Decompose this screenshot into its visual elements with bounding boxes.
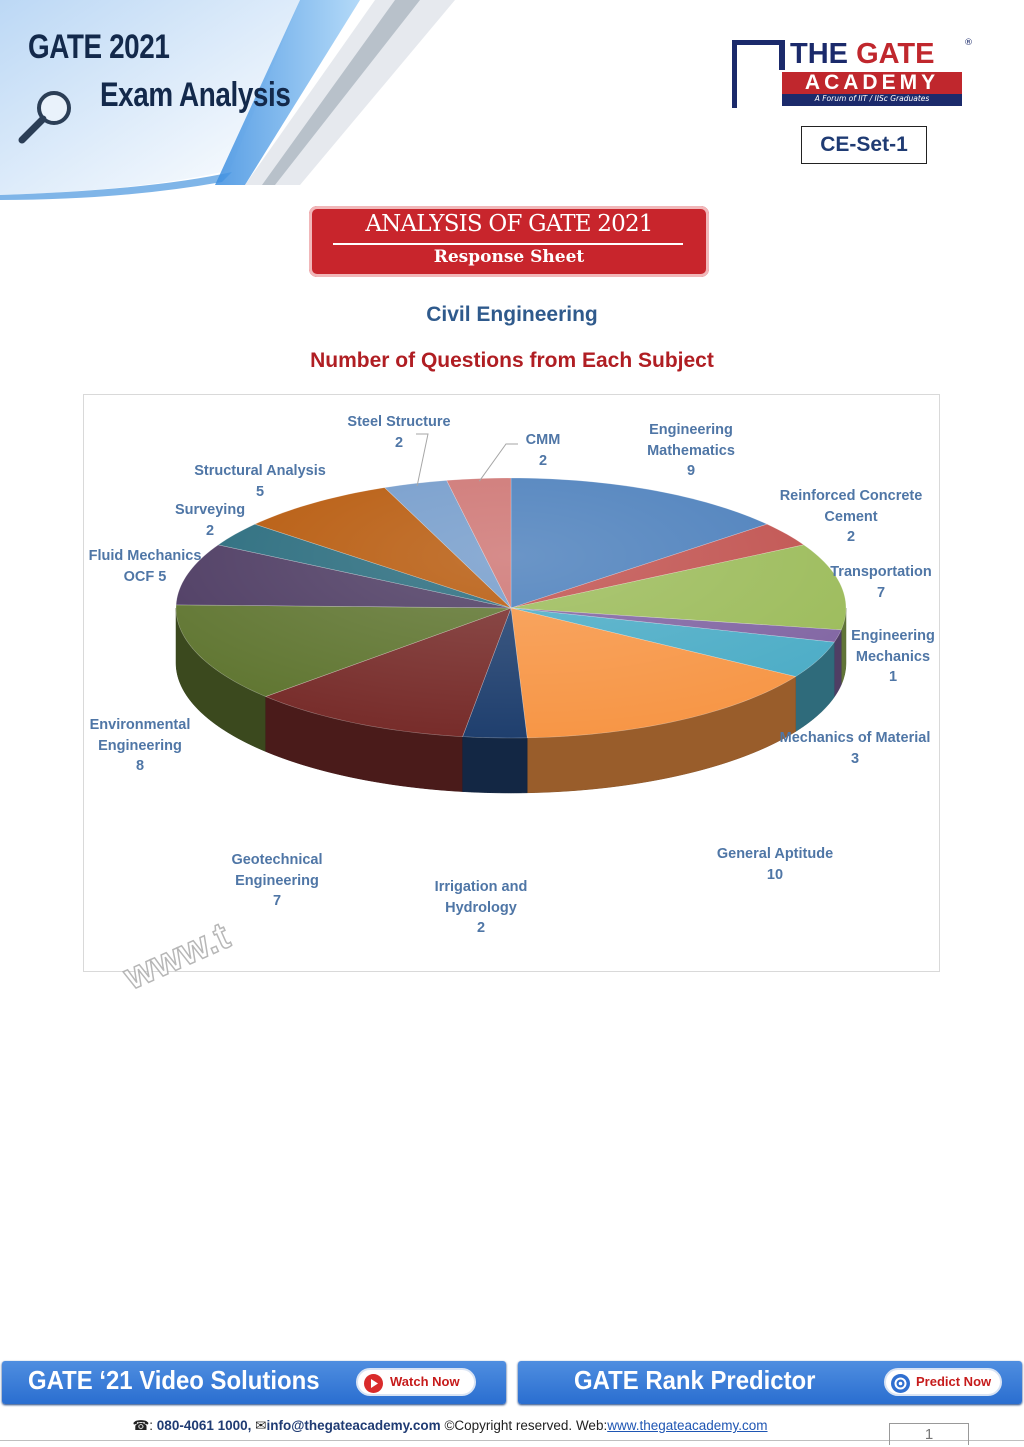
data-label-line: Engineering [235,872,319,889]
watch-now-label: Watch Now [390,1374,460,1389]
data-label-line: Geotechnical [231,852,323,868]
pie-slice-side-irrigation-and-hydrology [463,737,528,793]
header-title-line1: GATE 2021 [28,28,170,66]
data-label-surveying [175,500,245,541]
leader-line-2 [479,444,518,481]
data-label-line: Transportation [830,564,932,580]
footer-website-link[interactable]: www.thegateacademy.com [607,1418,768,1433]
data-label-line: Engineering [851,628,935,644]
data-label-line: Engineering [98,737,182,754]
footer [0,1418,900,1434]
data-label-transportation [830,562,932,603]
video-solutions-text: GATE ‘21 Video Solutions [28,1365,320,1395]
data-label-line: Reinforced Concrete [779,488,923,504]
data-label-line: Irrigation and [434,879,528,895]
data-label-line: 7 [272,893,282,909]
logo-academy-text: ACADEMY [804,71,940,94]
data-label-line: Environmental [89,717,191,733]
badge-divider [333,243,683,245]
rank-predictor-text: GATE Rank Predictor [574,1365,816,1395]
data-label-line: Mathematics [647,442,735,459]
data-label-line: Mechanics of Material [779,730,931,746]
data-label-line: 3 [850,750,860,767]
data-label-geotechnical-engineering [231,850,322,912]
logo-text-gate: GATE [856,38,935,70]
data-label-engineering-mathematics [647,420,735,482]
watch-now-button[interactable] [356,1368,476,1396]
data-label-line: Cement [824,508,878,525]
data-label-mechanics-of-material [780,728,931,769]
data-label-line: 8 [135,758,145,774]
predict-now-button[interactable] [884,1368,1002,1396]
data-label-irrigation-and-hydrology [435,877,528,939]
data-label-line: 2 [394,434,404,451]
data-label-line: 9 [686,463,696,479]
data-label-line: Steel Structure [347,414,451,430]
watermark: www.t [118,915,237,999]
data-label-line: Mechanics [855,648,931,665]
data-label-line: 10 [766,866,784,883]
data-label-line: 5 [255,483,265,500]
predict-now-label: Predict Now [916,1374,992,1389]
data-label-line: 7 [876,584,886,601]
data-label-line: Structural Analysis [194,463,326,479]
data-label-line: OCF 5 [123,568,167,585]
data-label-reinforced-concrete-cement [780,486,923,548]
telephone-icon: ☎ [132,1418,150,1433]
magnifier-icon [16,88,80,148]
data-label-line: CMM [525,432,561,448]
data-label-cmm [526,430,561,471]
data-label-structural-analysis [194,461,326,502]
footer-phone: 080-4061 1000, [156,1418,252,1433]
logo-registered-mark: ® [964,38,973,48]
footer-divider [0,1440,1024,1441]
data-label-steel-structure [347,412,450,453]
data-label-line: 2 [476,920,486,936]
header-title-line2: Exam Analysis [100,76,291,114]
envelope-icon: ✉ [255,1418,267,1433]
data-label-environmental-engineering [90,715,191,777]
subject-heading: Civil Engineering [426,303,598,326]
chart-title: Number of Questions from Each Subject [310,349,714,372]
set-label: CE-Set-1 [801,126,927,164]
data-label-line: 2 [846,529,856,545]
footer-email[interactable]: info@thegateacademy.com [266,1418,441,1433]
data-label-line: 1 [888,669,898,685]
footer-colon: : [149,1418,157,1433]
logo-text [790,38,934,71]
data-label-line: Engineering [649,422,733,438]
badge-subtitle: Response Sheet [433,247,585,267]
data-label-line: Fluid Mechanics [88,548,202,564]
data-label-line: 2 [205,522,215,539]
data-label-engineering-mechanics [851,626,935,688]
data-label-general-aptitude [717,844,833,885]
logo-text-the: THE [790,38,857,70]
data-label-line: General Aptitude [716,846,834,862]
logo-tagline: A Forum of IIT / IISc Graduates [814,94,930,103]
data-label-fluid-mechanics-ocf [89,546,202,587]
play-icon [364,1374,383,1393]
data-label-line: 2 [538,452,548,469]
pie-shine [176,478,846,738]
page-number: 1 [924,1426,934,1443]
data-label-line: Hydrology [445,899,517,916]
badge-title: ANALYSIS OF GATE 2021 [365,211,653,237]
predict-icon [891,1374,910,1393]
footer-copyright: ©Copyright reserved. Web: [440,1418,608,1433]
data-label-line: Surveying [174,502,246,518]
